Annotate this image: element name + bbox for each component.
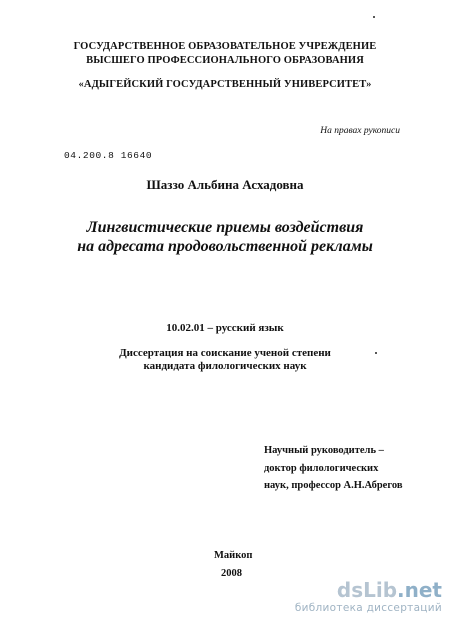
speck-mark (373, 16, 375, 18)
specialty: 10.02.01 – русский язык (166, 322, 284, 334)
catalog-code: 04.200.8 16640 (64, 150, 153, 161)
author-name: Шаззо Альбина Асхадовна (146, 177, 304, 192)
watermark-logo (295, 578, 442, 602)
supervisor-line-3: наук, профессор А.Н.Абрегов (264, 480, 403, 491)
watermark-logo-main: dsLib (336, 578, 398, 602)
supervisor-line-1: Научный руководитель – (264, 445, 384, 456)
title-line-2: на адресата продовольственной рекламы (77, 238, 373, 255)
speck-mark (375, 352, 377, 354)
dissertation-line-1: Диссертация на соискание ученой степени (119, 347, 331, 359)
supervisor-line-2: доктор филологических (264, 463, 379, 474)
dissertation-line-2: кандидата филологических наук (143, 360, 307, 372)
watermark-logo-tail: .net (397, 578, 442, 602)
title-line-1: Лингвистические приемы воздействия (86, 219, 364, 236)
institution-name: «АДЫГЕЙСКИЙ ГОСУДАРСТВЕННЫЙ УНИВЕРСИТЕТ» (78, 79, 372, 90)
city: Майкоп (214, 550, 253, 561)
institution-line-2: ВЫСШЕГО ПРОФЕССИОНАЛЬНОГО ОБРАЗОВАНИЯ (86, 55, 364, 66)
institution-line-1: ГОСУДАРСТВЕННОЕ ОБРАЗОВАТЕЛЬНОЕ УЧРЕЖДЕНИЕ (73, 41, 377, 52)
rights-note: На правах рукописи (320, 126, 400, 136)
watermark-subtitle: библиотека диссертаций (294, 602, 442, 614)
year: 2008 (221, 568, 242, 579)
dslib-watermark (295, 578, 442, 614)
